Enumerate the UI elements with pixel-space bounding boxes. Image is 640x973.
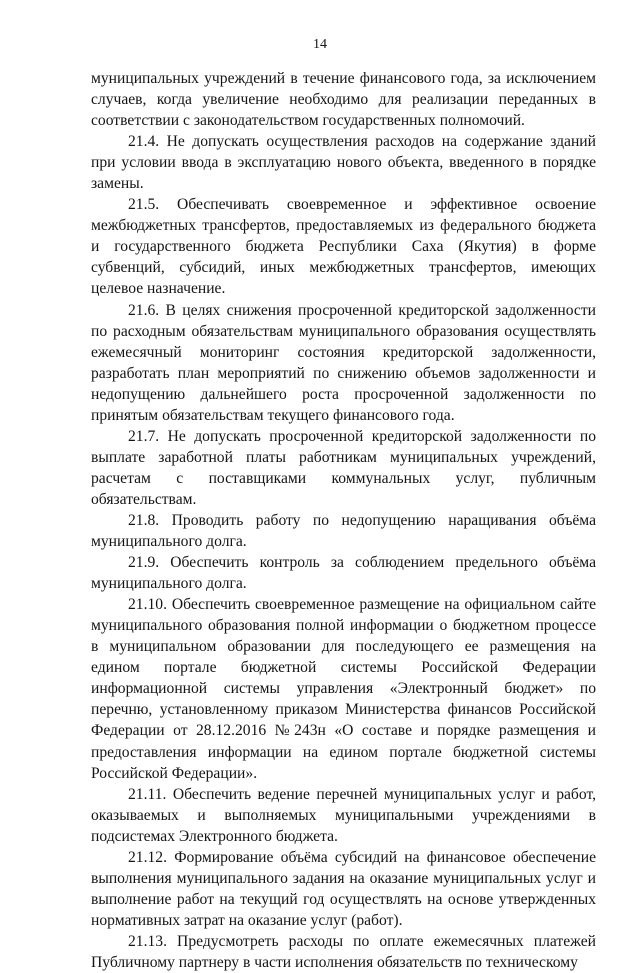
paragraph-21-8: 21.8. Проводить работу по недопущению наращивания объёма муниципального долга. [91,511,596,551]
paragraph-21-5: 21.5. Обеспечивать своевременное и эффективное освоение межбюджетных трансфертов, предоставляемых из федерального бюджета и государственного бюджета Республики Саха (Якутия) в форме субвенций, субсидий, иных межбюджетных трансфертов, имеющих целевое назначение. [91,196,596,298]
paragraph-21-11: 21.11. Обеспечить ведение перечней муниципальных услуг и работ, оказываемых и выполняемых муниципальными учреждениями в подсистемах Электронного бюджета. [91,785,596,845]
paragraph-21-4: 21.4. Не допускать осуществления расходов на содержание зданий при условии ввода в эксплуатацию нового объекта, введенного в порядке замены. [91,133,596,193]
paragraph-21-12: 21.12. Формирование объёма субсидий на финансовое обеспечение выполнения муниципального задания на оказание муниципальных услуг и выполнение работ на текущий год осуществлять на основе утвержденных нормативных затрат на оказание услуг (работ). [91,848,596,929]
paragraph-continuation: муниципальных учреждений в течение финансового года, за исключением случаев, когда увеличение необходимо для реализации переданных в соответствии с законодательством государственных полномочий. [91,70,596,130]
paragraph-21-9: 21.9. Обеспечить контроль за соблюдением предельного объёма муниципального долга. [91,554,596,593]
paragraph-21-13: 21.13. Предусмотреть расходы по оплате ежемесячных платежей Публичному партнеру в части исполнения обязательств по техническому [91,932,596,971]
document-body [91,68,596,973]
paragraph-21-6: 21.6. В целях снижения просроченной кредиторской задолженности по расходным обязательствам муниципального образования осуществлять ежемесячный мониторинг состояния кредиторской задолженности, разработать план мероприятий по снижению объемов задолженности и недопущению дальнейшего роста просроченной задолженности по принятым обязательствам текущего финансового года. [91,301,596,424]
page-number: 14 [313,37,327,52]
paragraph-21-7: 21.7. Не допускать просроченной кредиторской задолженности по выплате заработной платы работникам муниципальных учреждений, расчетам с поставщиками коммунальных услуг, публичным обязательствам. [91,427,596,508]
paragraph-21-10: 21.10. Обеспечить своевременное размещение на официальном сайте муниципального образования полной информации о бюджетном процессе в муниципальном образовании для последующего ее размещения на едином портале бюджетной системы Российской Федерации информационной системы управления «Электронный бюджет» по перечню, установленному приказом Министерства финансов Российской Федерации от 28.12.2016 №243н «О составе и порядке размещения и предоставления информации на едином портале бюджетной системы Российской Федерации». [91,596,596,782]
